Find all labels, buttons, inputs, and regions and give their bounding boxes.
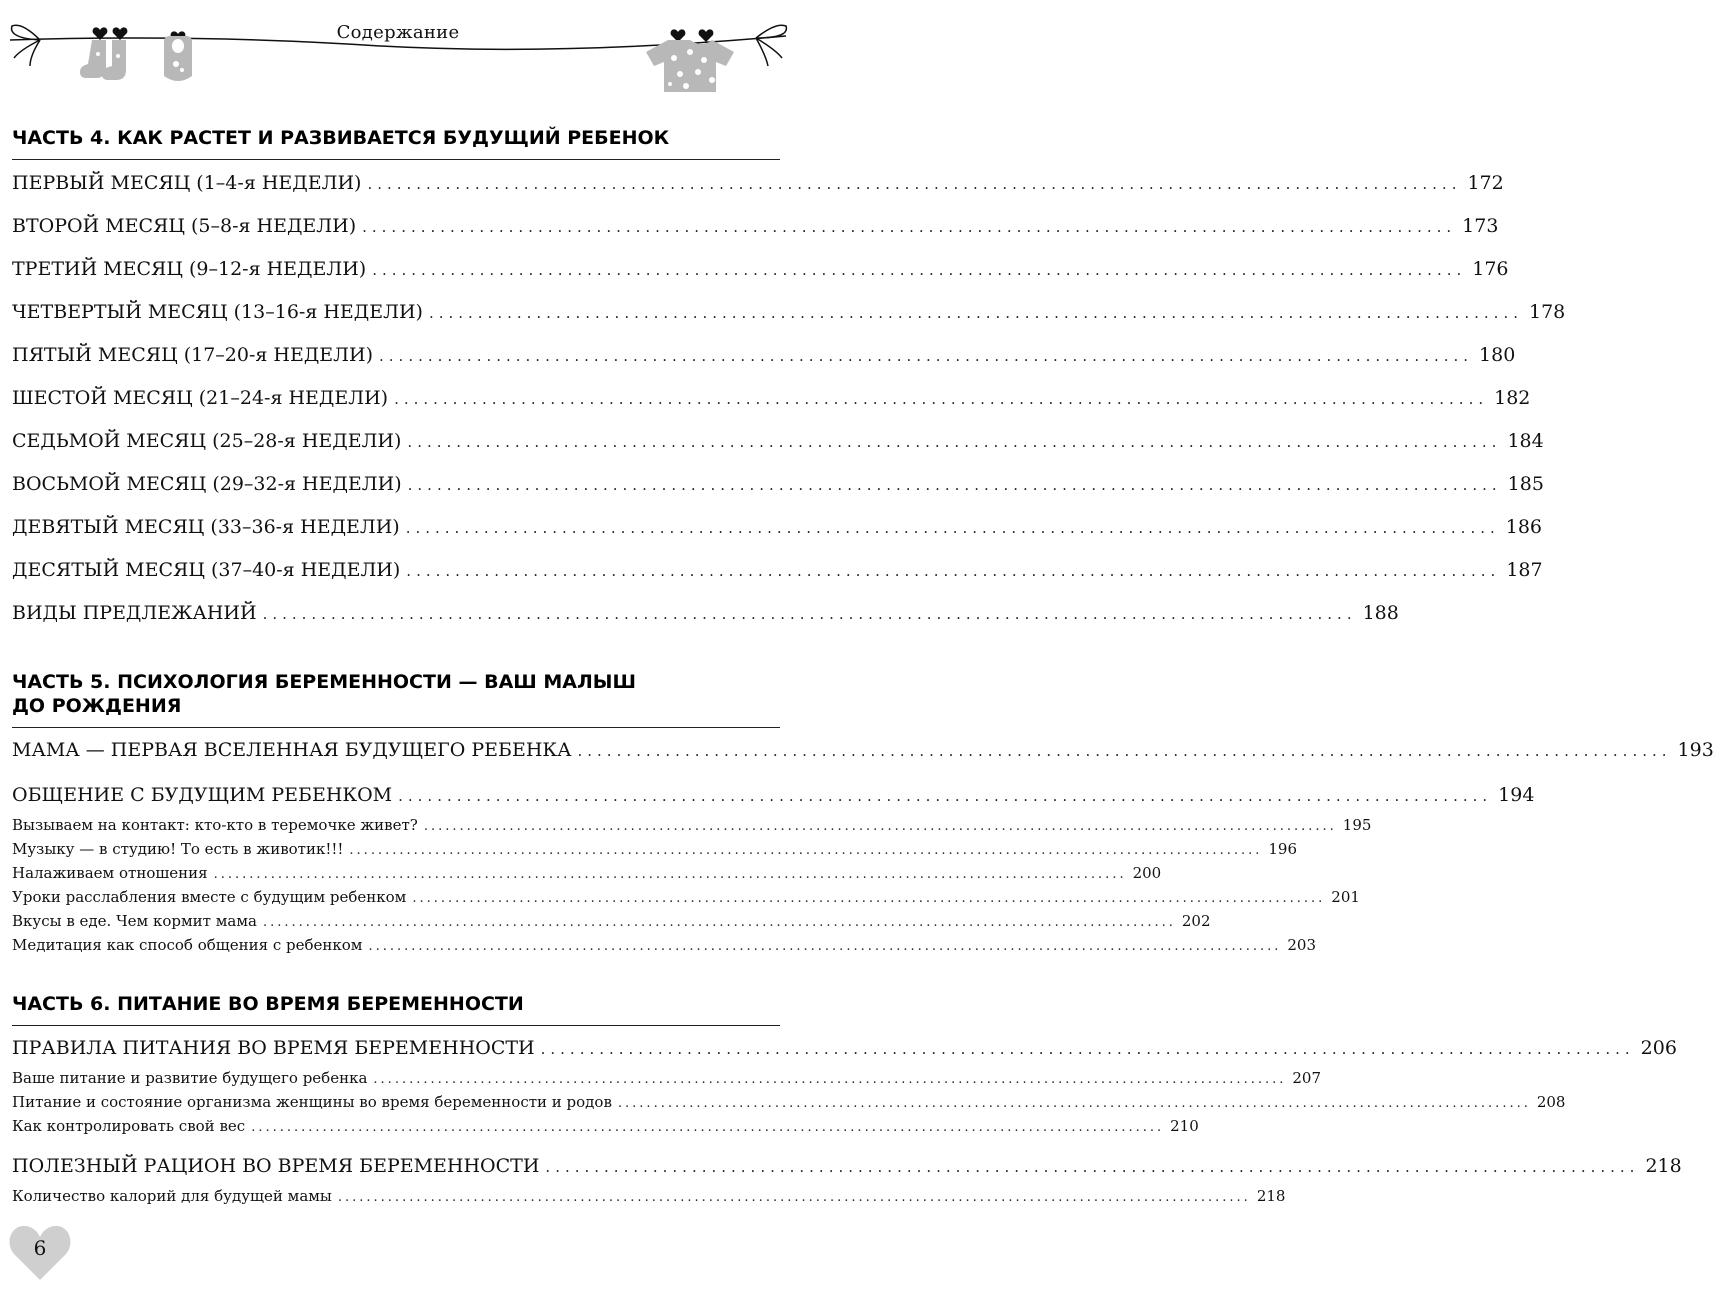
toc-entry[interactable] xyxy=(12,299,1566,325)
clothesline-illustration xyxy=(0,0,796,100)
toc-entry-page: 193 xyxy=(1677,739,1714,761)
toc-entry-title: ВОСЬМОЙ МЕСЯЦ (29–32-я НЕДЕЛИ) xyxy=(12,473,402,495)
leader-dots: ................................................................................................................ xyxy=(407,476,1502,494)
toc-entry[interactable] xyxy=(12,342,1516,368)
toc-entry[interactable] xyxy=(12,737,1714,763)
toc-subentry-title: Налаживаем отношения xyxy=(12,864,208,882)
toc-entry[interactable] xyxy=(12,428,1544,454)
leader-dots: ................................................................................................................................ xyxy=(349,843,1263,858)
toc-entry[interactable] xyxy=(12,213,1499,239)
toc-entry-title: СЕДЬМОЙ МЕСЯЦ (25–28-я НЕДЕЛИ) xyxy=(12,430,402,452)
leader-dots: ................................................................................................................................ xyxy=(251,1120,1165,1135)
leader-dots: ................................................................................................................................ xyxy=(423,819,1337,834)
leader-dots: ................................................................................................................................ xyxy=(617,1096,1531,1111)
toc-subentry-title: Вкусы в еде. Чем кормит мама xyxy=(12,912,257,930)
toc-entry-page: 194 xyxy=(1498,784,1535,806)
toc-subentry[interactable] xyxy=(12,911,1211,931)
toc-entry[interactable] xyxy=(12,1035,1677,1061)
leader-dots: ................................................................................................................ xyxy=(262,605,1357,623)
toc-entry-title: ПЕРВЫЙ МЕСЯЦ (1–4-я НЕДЕЛИ) xyxy=(12,172,362,194)
toc-subentry-page: 201 xyxy=(1331,888,1360,906)
leader-dots: ................................................................................................................................ xyxy=(368,939,1282,954)
leader-dots: ................................................................................................................................ xyxy=(262,915,1176,930)
toc-subentry[interactable] xyxy=(12,1116,1199,1136)
toc-subentry-page: 195 xyxy=(1342,816,1372,834)
toc-subentry[interactable] xyxy=(12,1068,1321,1088)
toc-entry-title: ДЕВЯТЫЙ МЕСЯЦ (33–36-я НЕДЕЛИ) xyxy=(12,516,400,538)
baby-shirt-icon xyxy=(646,40,734,92)
leader-dots: ................................................................................................................ xyxy=(398,787,1493,805)
toc-subentry-title: Количество калорий для будущей мамы xyxy=(12,1187,332,1205)
toc-entry-title: ТРЕТИЙ МЕСЯЦ (9–12-я НЕДЕЛИ) xyxy=(12,258,367,280)
toc-entry-page: 172 xyxy=(1467,172,1504,194)
leader-dots: ................................................................................................................ xyxy=(367,175,1462,193)
toc-entry-page: 206 xyxy=(1640,1037,1677,1059)
toc-entry-title: ВИДЫ ПРЕДЛЕЖАНИЙ xyxy=(12,602,257,624)
toc-entry-page: 173 xyxy=(1462,215,1499,237)
leader-dots: ................................................................................................................ xyxy=(362,218,1457,236)
toc-entry-title: ДЕСЯТЫЙ МЕСЯЦ (37–40-я НЕДЕЛИ) xyxy=(12,559,401,581)
toc-entry[interactable] xyxy=(12,170,1504,196)
toc-subentry-page: 208 xyxy=(1536,1093,1566,1111)
part-4-title: ЧАСТЬ 4. КАК РАСТЕТ И РАЗВИВАЕТСЯ БУДУЩИЙ РЕБЕНОК xyxy=(12,127,670,149)
toc-entry[interactable] xyxy=(12,1153,1682,1179)
part-5-divider xyxy=(12,727,780,728)
toc-subentry-title: Уроки расслабления вместе с будущим ребенком xyxy=(12,888,407,906)
toc-entry-title: ПОЛЕЗНЫЙ РАЦИОН ВО ВРЕМЯ БЕРЕМЕННОСТИ xyxy=(12,1155,540,1177)
leader-dots: ................................................................................................................ xyxy=(407,433,1502,451)
toc-subentry-title: Питание и состояние организма женщины во время беременности и родов xyxy=(12,1093,612,1111)
toc-entry-title: МАМА — ПЕРВАЯ ВСЕЛЕННАЯ БУДУЩЕГО РЕБЕНКА xyxy=(12,739,572,761)
toc-subentry-title: Ваше питание и развитие будущего ребенка xyxy=(12,1069,368,1087)
toc-subentry[interactable] xyxy=(12,839,1297,859)
toc-entry-title: ПЯТЫЙ МЕСЯЦ (17–20-я НЕДЕЛИ) xyxy=(12,344,374,366)
toc-entry[interactable] xyxy=(12,557,1543,583)
toc-subentry-title: Как контролировать свой вес xyxy=(12,1117,246,1135)
page-header xyxy=(0,0,796,100)
toc-subentry-page: 210 xyxy=(1170,1117,1199,1135)
leader-dots: ................................................................................................................ xyxy=(577,742,1672,760)
toc-subentry[interactable] xyxy=(12,863,1162,883)
toc-entry[interactable] xyxy=(12,385,1531,411)
toc-subentry-page: 202 xyxy=(1181,912,1211,930)
header-title: Содержание xyxy=(336,22,460,43)
leader-dots: ................................................................................................................ xyxy=(428,304,1523,322)
leader-dots: ................................................................................................................ xyxy=(379,347,1474,365)
toc-entry-page: 187 xyxy=(1506,559,1543,581)
toc-subentry-page: 218 xyxy=(1256,1187,1286,1205)
toc-entry-page: 218 xyxy=(1645,1155,1682,1177)
toc-entry-page: 188 xyxy=(1362,602,1399,624)
leader-dots: ................................................................................................................................ xyxy=(213,867,1127,882)
part-5-title-line-2: ДО РОЖДЕНИЯ xyxy=(12,695,182,717)
toc-subentry-page: 200 xyxy=(1132,864,1162,882)
toc-entry-page: 176 xyxy=(1472,258,1509,280)
toc-entry[interactable] xyxy=(12,256,1509,282)
toc-subentry-title: Медитация как способ общения с ребенком xyxy=(12,936,363,954)
toc-entry[interactable] xyxy=(12,471,1544,497)
leader-dots: ................................................................................................................................ xyxy=(412,891,1326,906)
part-6-divider xyxy=(12,1025,780,1026)
leader-dots: ................................................................................................................ xyxy=(394,390,1489,408)
toc-subentry[interactable] xyxy=(12,1186,1286,1206)
toc-subentry-title: Вызываем на контакт: кто-кто в теремочке живет? xyxy=(12,816,418,834)
toc-subentry-title: Музыку — в студию! То есть в животик!!! xyxy=(12,840,344,858)
leader-dots: ................................................................................................................................ xyxy=(373,1072,1287,1087)
toc-subentry-page: 196 xyxy=(1268,840,1297,858)
leader-dots: ................................................................................................................ xyxy=(372,261,1467,279)
toc-entry-page: 186 xyxy=(1505,516,1543,538)
part-5-title-line-1: ЧАСТЬ 5. ПСИХОЛОГИЯ БЕРЕМЕННОСТИ — ВАШ МАЛЫШ xyxy=(12,671,636,693)
toc-entry-title: ПРАВИЛА ПИТАНИЯ ВО ВРЕМЯ БЕРЕМЕННОСТИ xyxy=(12,1037,535,1059)
toc-entry-title: ЧЕТВЕРТЫЙ МЕСЯЦ (13–16-я НЕДЕЛИ) xyxy=(12,301,423,323)
leader-dots: ................................................................................................................................ xyxy=(337,1190,1251,1205)
toc-subentry[interactable] xyxy=(12,815,1372,835)
toc-subentry-page: 203 xyxy=(1287,936,1317,954)
leader-dots: ................................................................................................................ xyxy=(540,1040,1635,1058)
leader-dots: ................................................................................................................ xyxy=(406,562,1501,580)
toc-subentry[interactable] xyxy=(12,887,1360,907)
leader-dots: ................................................................................................................ xyxy=(545,1158,1640,1176)
leader-dots: ................................................................................................................ xyxy=(405,519,1500,537)
toc-entry[interactable] xyxy=(12,600,1399,626)
toc-entry-title: ШЕСТОЙ МЕСЯЦ (21–24-я НЕДЕЛИ) xyxy=(12,387,389,409)
toc-subentry[interactable] xyxy=(12,1092,1566,1112)
toc-entry-page: 184 xyxy=(1507,430,1544,452)
toc-entry[interactable] xyxy=(12,514,1543,540)
toc-subentry-page: 207 xyxy=(1292,1069,1321,1087)
page-number: 6 xyxy=(33,1236,47,1260)
toc-entry-page: 182 xyxy=(1494,387,1531,409)
toc-entry-page: 178 xyxy=(1528,301,1566,323)
part-6-title: ЧАСТЬ 6. ПИТАНИЕ ВО ВРЕМЯ БЕРЕМЕННОСТИ xyxy=(12,993,524,1015)
toc-subentry[interactable] xyxy=(12,935,1317,955)
toc-entry-page: 180 xyxy=(1479,344,1516,366)
toc-entry-title: ОБЩЕНИЕ С БУДУЩИМ РЕБЕНКОМ xyxy=(12,784,393,806)
socks-icon xyxy=(80,40,126,80)
part-4-divider xyxy=(12,159,780,160)
toc-entry[interactable] xyxy=(12,782,1535,808)
toc-entry-title: ВТОРОЙ МЕСЯЦ (5–8-я НЕДЕЛИ) xyxy=(12,215,357,237)
toc-entry-page: 185 xyxy=(1507,473,1544,495)
